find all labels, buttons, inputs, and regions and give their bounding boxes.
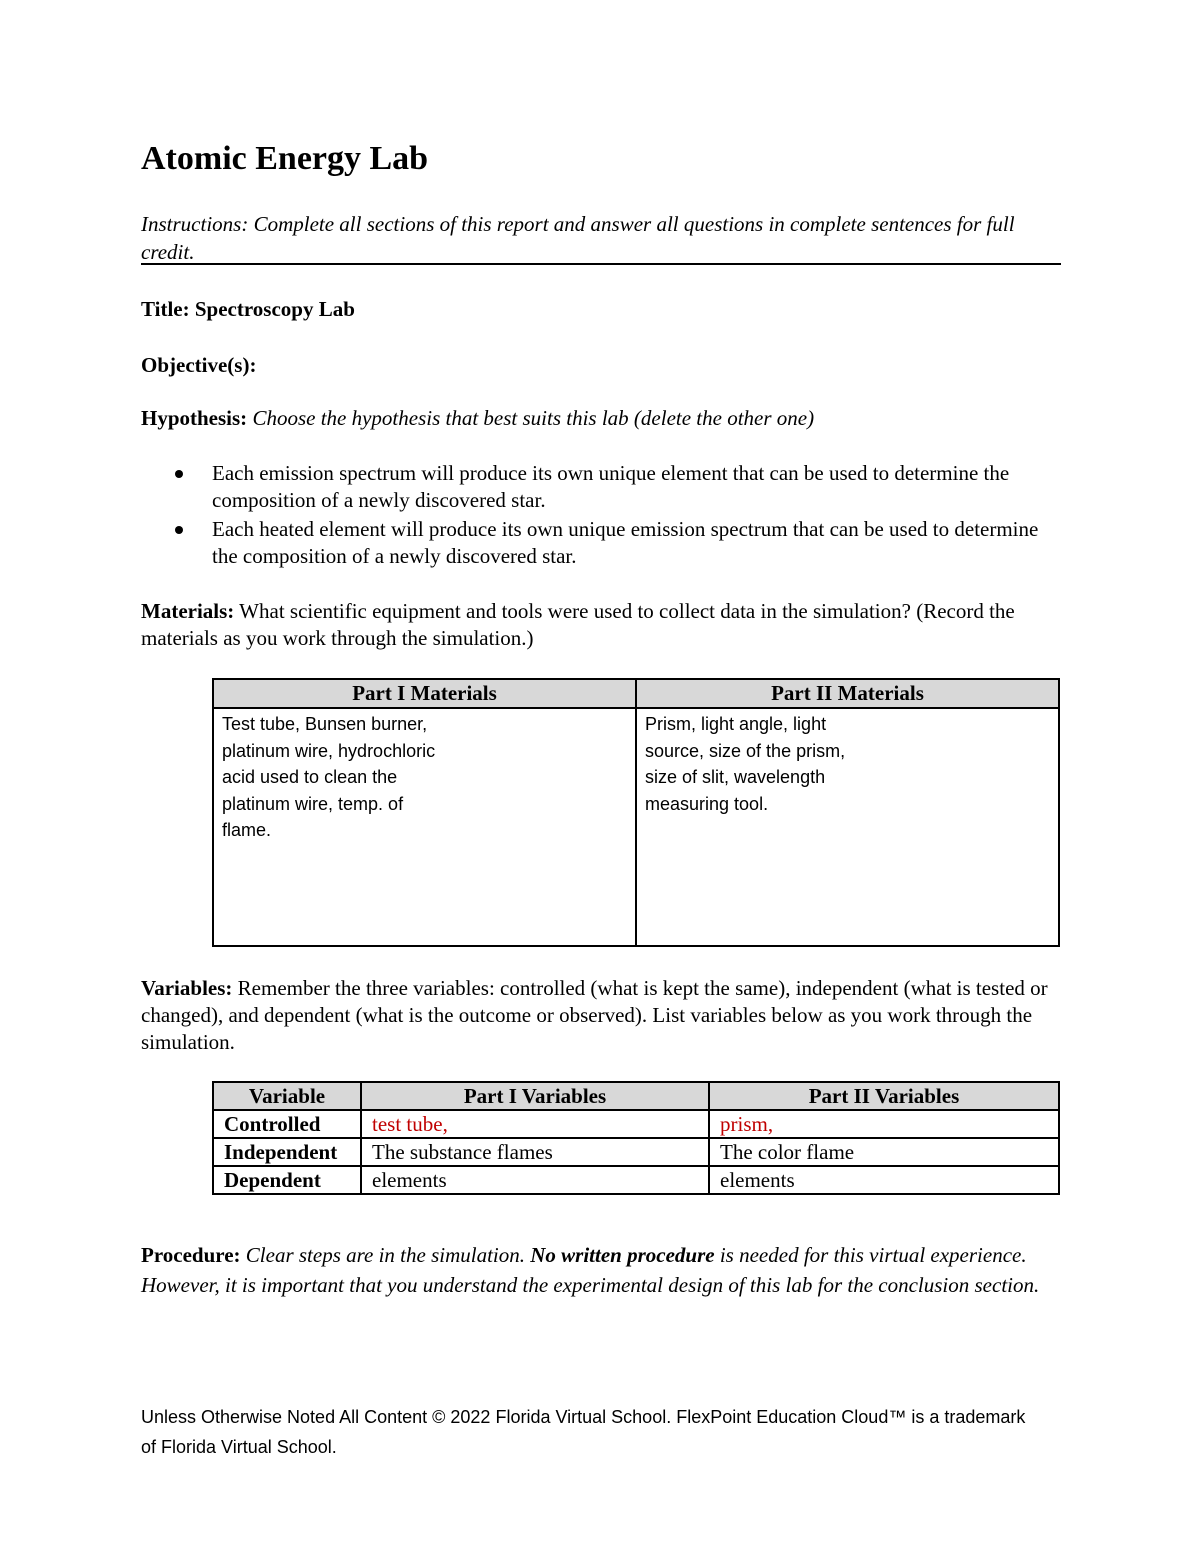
materials-part2-text: Prism, light angle, light source, size of the prism, size of slit, wavelength measuring tool. xyxy=(645,714,846,814)
variable-name: Independent xyxy=(213,1138,361,1166)
variable-part2-cell[interactable]: The color flame xyxy=(709,1138,1059,1166)
table-row xyxy=(213,1166,1059,1194)
table-row xyxy=(213,1110,1059,1138)
variables-line xyxy=(141,975,1061,1056)
instructions: Instructions: Complete all sections of this report and answer all questions in complete sentences for full credit. xyxy=(141,212,1015,264)
variables-label: Variables: xyxy=(141,976,233,1000)
objective-line xyxy=(141,352,1061,379)
materials-line xyxy=(141,598,1061,652)
lab-title-line xyxy=(141,296,1061,323)
variable-part2-cell[interactable]: prism, xyxy=(709,1110,1059,1138)
variables-prompt: Remember the three variables: controlled (what is kept the same), independent (what is tested or changed), and dependent (what is the outcome or observed). List variables below as you work through the simulation. xyxy=(141,976,1048,1054)
footer-copyright: Unless Otherwise Noted All Content © 2022 Florida Virtual School. FlexPoint Education Cloud™ is a trademark of Florida Virtual School. xyxy=(141,1407,1026,1457)
procedure-label: Procedure: xyxy=(141,1243,241,1267)
hypothesis-option xyxy=(141,516,1061,570)
materials-table xyxy=(212,678,1060,947)
hypothesis-options xyxy=(141,460,1061,572)
materials-part1-text: Test tube, Bunsen burner, platinum wire, hydrochloric acid used to clean the platinum wire, temp. of flame. xyxy=(222,714,436,840)
variable-part1-cell[interactable]: elements xyxy=(361,1166,709,1194)
procedure-text-bold: No written procedure xyxy=(530,1243,715,1267)
hypothesis-option-text: Each emission spectrum will produce its own unique element that can be used to determine the composition of a newly discovered star. xyxy=(212,461,1010,512)
materials-prompt: What scientific equipment and tools were used to collect data in the simulation? (Record the materials as you work through the simulation.) xyxy=(141,599,1015,650)
variable-name: Dependent xyxy=(213,1166,361,1194)
materials-part1-cell[interactable] xyxy=(213,708,636,946)
materials-header-part1: Part I Materials xyxy=(213,679,636,708)
bullet-icon xyxy=(175,526,183,534)
procedure-text-b: is needed for this virtual experience. However, it is important that you understand the experimental design of this lab for the conclusion section. xyxy=(141,1243,1040,1297)
materials-label: Materials: xyxy=(141,599,235,623)
lab-title-label: Title: xyxy=(141,297,190,321)
procedure-line xyxy=(141,1240,1061,1300)
lab-title-value: Spectroscopy Lab xyxy=(194,297,355,321)
hypothesis-label: Hypothesis: xyxy=(141,406,248,430)
materials-header-part2: Part II Materials xyxy=(636,679,1059,708)
variables-header-part2: Part II Variables xyxy=(709,1082,1059,1110)
materials-part2-cell[interactable] xyxy=(636,708,1059,946)
table-row xyxy=(213,1138,1059,1166)
bullet-icon xyxy=(175,470,183,478)
hypothesis-option xyxy=(141,460,1061,514)
variable-part2-cell[interactable]: elements xyxy=(709,1166,1059,1194)
variables-header-variable: Variable xyxy=(213,1082,361,1110)
hypothesis-line xyxy=(141,405,1061,432)
variable-name: Controlled xyxy=(213,1110,361,1138)
hypothesis-prompt: Choose the hypothesis that best suits this lab (delete the other one) xyxy=(252,406,815,430)
procedure-text-a: Clear steps are in the simulation. xyxy=(245,1243,525,1267)
variable-part1-cell[interactable]: The substance flames xyxy=(361,1138,709,1166)
variable-part1-cell[interactable]: test tube, xyxy=(361,1110,709,1138)
horizontal-rule xyxy=(141,263,1061,265)
variables-header-part1: Part I Variables xyxy=(361,1082,709,1110)
hypothesis-option-text: Each heated element will produce its own unique emission spectrum that can be used to determine the composition of a newly discovered star. xyxy=(212,517,1039,568)
variables-table xyxy=(212,1081,1060,1195)
objective-label: Objective(s): xyxy=(141,353,257,377)
document-title: Atomic Energy Lab xyxy=(141,140,429,177)
